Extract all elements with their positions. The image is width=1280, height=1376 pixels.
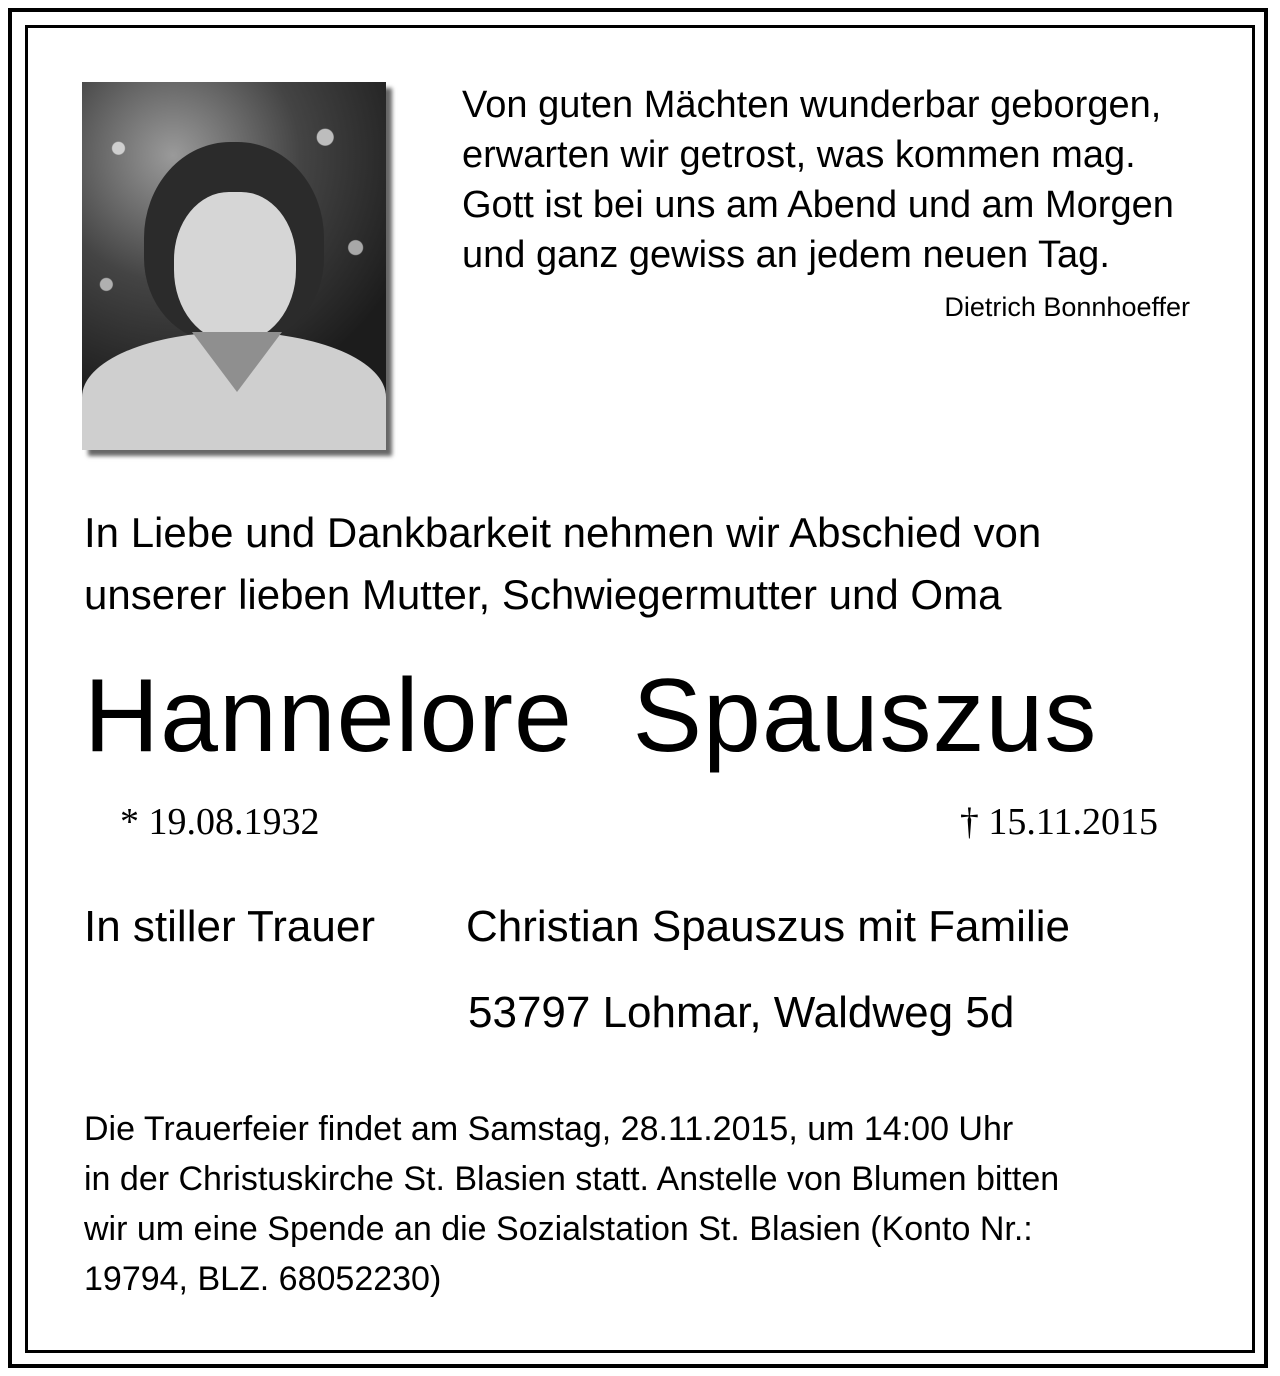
quote-line: Von guten Mächten wunderbar geborgen, xyxy=(462,84,1162,126)
mourner-address: 53797 Lohmar, Waldweg 5d xyxy=(468,988,1015,1037)
quote-line: und ganz gewiss an jedem neuen Tag. xyxy=(462,234,1110,276)
intro-line: In Liebe und Dankbarkeit nehmen wir Abschied von xyxy=(84,509,1042,556)
service-line: in der Christuskirche St. Blasien statt. Anstelle von Blumen bitten xyxy=(84,1160,1060,1198)
funeral-service-info xyxy=(84,1104,1204,1304)
quote-line: Gott ist bei uns am Abend und am Morgen xyxy=(462,184,1174,226)
service-line: Die Trauerfeier findet am Samstag, 28.11.2015, um 14:00 Uhr xyxy=(84,1110,1014,1148)
service-line: 19794, BLZ. 68052230) xyxy=(84,1260,442,1298)
farewell-intro xyxy=(84,502,1204,626)
quote-line: erwarten wir getrost, was kommen mag. xyxy=(462,134,1136,176)
service-line: wir um eine Spende an die Sozialstation St. Blasien (Konto Nr.: xyxy=(84,1210,1033,1248)
death-date: † 15.11.2015 xyxy=(959,801,1158,843)
poem-quote xyxy=(462,80,1202,280)
birth-date: * 19.08.1932 xyxy=(120,801,320,843)
mourning-label: In stiller Trauer xyxy=(84,902,375,951)
portrait-photo xyxy=(82,82,386,450)
photo-face xyxy=(174,192,296,342)
mourner-family: Christian Spauszus mit Familie xyxy=(466,902,1070,951)
quote-author: Dietrich Bonnhoeffer xyxy=(944,292,1190,322)
intro-line: unserer lieben Mutter, Schwiegermutter und Oma xyxy=(84,571,1002,618)
deceased-name: Hannelore Spauszus xyxy=(84,658,1098,774)
